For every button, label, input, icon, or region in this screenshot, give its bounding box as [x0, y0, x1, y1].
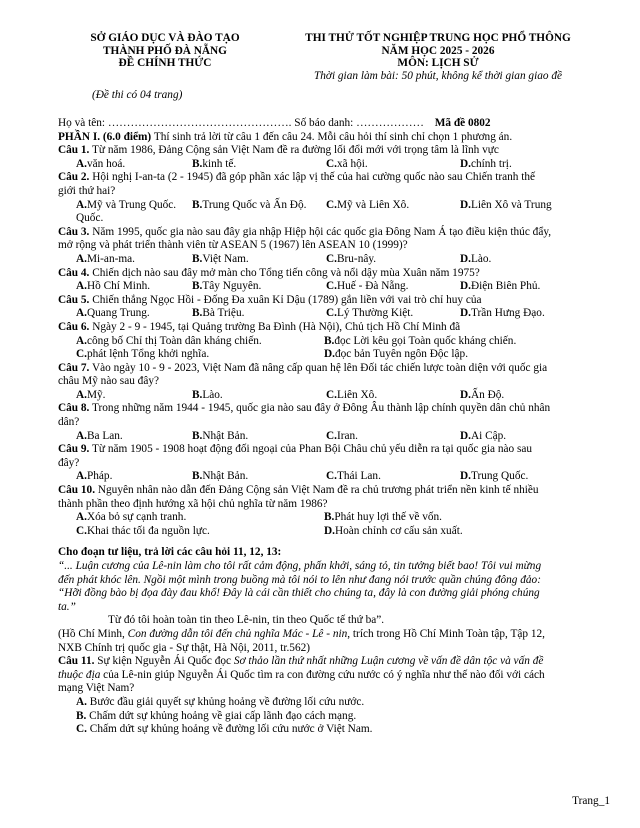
- exam-title: THI THỬ TỐT NGHIỆP TRUNG HỌC PHỔ THÔNG: [305, 32, 571, 44]
- answer-option[interactable]: [58, 470, 192, 484]
- option-letter: A.: [76, 157, 87, 170]
- option-text: Mỹ và Trung Quốc.: [86, 198, 177, 211]
- option-letter: D.: [460, 198, 471, 211]
- option-text: đọc bản Tuyên ngôn Độc lập.: [334, 348, 469, 361]
- option-letter: B.: [192, 429, 203, 442]
- passage-source: [58, 628, 604, 642]
- option-text: phát lệnh Tổng khởi nghĩa.: [86, 348, 210, 361]
- pages-note: (Đề thi có 04 trang): [92, 89, 183, 101]
- option-text: Mỹ và Liên Xô.: [336, 198, 410, 211]
- question-stem: [58, 144, 604, 158]
- option-letter: B.: [192, 388, 203, 401]
- option-letter: C.: [76, 723, 87, 736]
- option-letter: C.: [326, 157, 337, 170]
- answer-option[interactable]: [460, 389, 594, 403]
- option-text: Phát huy lợi thế về vốn.: [334, 511, 442, 524]
- options-row: [58, 280, 604, 294]
- question-stem-cont: đây?: [58, 456, 80, 469]
- option-text: xã hội.: [336, 157, 368, 170]
- option-letter: D.: [460, 429, 471, 442]
- answer-option[interactable]: [460, 199, 594, 213]
- passage-quote-line: ta.”: [58, 600, 76, 613]
- option-text: Trần Hưng Đạo.: [470, 307, 545, 320]
- part1-label: PHẦN I. (6.0 điểm): [58, 130, 152, 143]
- page-footer: Trang_1: [572, 795, 610, 807]
- answer-option[interactable]: [192, 430, 326, 444]
- answer-option[interactable]: [58, 335, 324, 349]
- option-text: Bà Triệu.: [202, 307, 245, 320]
- question-stem: [58, 362, 604, 376]
- passage-quote-line: “... Luận cương của Lê-nin làm cho tôi rất cảm động, phấn khởi, sáng tỏ, tin tưởng biết bao! Tôi vui mừng: [58, 560, 542, 572]
- question-label: Câu 4.: [58, 266, 90, 279]
- part1-text: Thí sinh trả lời từ câu 1 đến câu 24. Mỗi câu hỏi thí sinh chỉ chọn 1 phương án.: [151, 130, 513, 143]
- question-stem: [58, 402, 604, 416]
- answer-option[interactable]: [460, 470, 594, 484]
- option-letter: D.: [460, 280, 471, 293]
- answer-option[interactable]: [58, 389, 192, 403]
- question-label: Câu 5.: [58, 293, 90, 306]
- question-label: Câu 8.: [58, 402, 90, 415]
- option-text: Bước đầu giải quyết sự khủng hoảng về đường lối cứu nước.: [86, 695, 365, 708]
- option-text: Huế - Đà Nẵng.: [336, 280, 409, 293]
- option-letter: C.: [326, 307, 337, 320]
- option-letter: B.: [192, 252, 203, 265]
- answer-option[interactable]: [192, 199, 326, 213]
- question-stem: [58, 443, 604, 457]
- option-letter: C.: [326, 388, 337, 401]
- question-stem: [58, 294, 604, 308]
- answer-option[interactable]: [324, 525, 590, 539]
- answer-option[interactable]: [460, 280, 594, 294]
- option-text: Trung Quốc và Ấn Độ.: [202, 198, 307, 211]
- option-letter: C.: [326, 429, 337, 442]
- question-stem: [58, 321, 604, 335]
- answer-option[interactable]: [58, 525, 324, 539]
- answer-option[interactable]: [326, 280, 460, 294]
- option-letter: C.: [326, 280, 337, 293]
- q11-italic1: Sơ thảo lần thứ nhất những Luận cương về vấn đề dân tộc và vấn đề: [233, 655, 544, 668]
- option-text: Nhật Bản.: [202, 470, 249, 483]
- part1-instruction: [58, 131, 604, 145]
- exam-body: [58, 117, 604, 737]
- option-text: Hồ Chí Minh.: [86, 280, 151, 293]
- passage-source-2: NXB Chính trị quốc gia - Sự thật, Hà Nội, 2011, tr.562): [58, 641, 311, 654]
- answer-option[interactable]: [326, 470, 460, 484]
- question-label: Câu 10.: [58, 484, 96, 497]
- option-text: Khai thác tối đa nguồn lực.: [86, 524, 210, 537]
- question-text: Ngày 2 - 9 - 1945, tại Quảng trường Ba Đình (Hà Nội), Chủ tịch Hồ Chí Minh đã: [89, 320, 461, 333]
- option-letter: B.: [76, 709, 87, 722]
- question-stem: [58, 484, 604, 498]
- option-letter: B.: [192, 307, 203, 320]
- time-note: Thời gian làm bài: 50 phút, không kể thời gian giao đề: [313, 69, 563, 82]
- answer-option[interactable]: [460, 253, 594, 267]
- option-text: Nhật Bản.: [202, 429, 249, 442]
- question-stem-cont: dân?: [58, 416, 80, 429]
- candidate-name: Họ và tên: ………………………………………….: [58, 117, 292, 129]
- option-letter: B.: [192, 198, 203, 211]
- exam-code: Mã đề 0802: [434, 117, 491, 129]
- option-text: Hoàn chỉnh cơ cấu sản xuất.: [334, 524, 463, 537]
- option-text: Tây Nguyên.: [202, 280, 262, 293]
- options-row: [58, 430, 604, 444]
- options-row: [58, 525, 604, 539]
- question-text: Từ năm 1986, Đảng Cộng sản Việt Nam đề ra đường lối đổi mới với trọng tâm là lĩnh vực: [89, 144, 499, 157]
- answer-option[interactable]: [192, 307, 326, 321]
- answer-option[interactable]: [58, 307, 192, 321]
- passage-quote-line: “Hỡi đồng bào bị đọa đày đau khổ! Đây là cái cần thiết cho chúng ta, đây là con đường giải phóng chúng: [58, 587, 540, 600]
- question-text: Chiến dịch nào sau đây mở màn cho Tổng tiến công và nổi dậy mùa Xuân năm 1975?: [89, 266, 480, 279]
- q11-italic2: thuộc địa: [58, 668, 101, 681]
- options-row: [58, 335, 604, 349]
- option-letter: D.: [324, 524, 335, 537]
- candidate-number: Số báo danh: ………………: [294, 117, 424, 129]
- option-letter: A.: [76, 252, 87, 265]
- option-text: Trung Quốc.: [470, 470, 529, 483]
- answer-option[interactable]: [58, 253, 192, 267]
- question-label: Câu 2.: [58, 171, 90, 184]
- option-text: Lý Thường Kiệt.: [336, 307, 414, 320]
- q11-line3: mạng Việt Nam?: [58, 682, 135, 695]
- answer-option[interactable]: [324, 348, 590, 362]
- option-letter: A.: [76, 695, 87, 708]
- q11-line1: [58, 655, 604, 669]
- option-text: công bố Chỉ thị Toàn dân kháng chiến.: [86, 334, 262, 347]
- option-letter: B.: [324, 334, 335, 347]
- answer-option[interactable]: [58, 199, 192, 213]
- answer-option[interactable]: [192, 470, 326, 484]
- option-text: Iran.: [336, 429, 358, 442]
- option-text: đọc Lời kêu gọi Toàn quốc kháng chiến.: [334, 334, 517, 347]
- subject: MÔN: LỊCH SỬ: [397, 57, 479, 69]
- question-text: Chiến thắng Ngọc Hồi - Đống Đa xuân Kỉ Dậu (1789) gắn liền với vai trò chỉ huy của: [89, 293, 482, 306]
- option-letter: A.: [76, 280, 87, 293]
- question-stem: [58, 171, 604, 185]
- option-text: Lào.: [470, 252, 492, 265]
- questions-list: [58, 144, 604, 538]
- question-stem-cont: giới thứ hai?: [58, 184, 116, 197]
- question-stem-cont: châu Mỹ nào sau đây?: [58, 375, 160, 388]
- department-name: SỞ GIÁO DỤC VÀ ĐÀO TẠO: [90, 32, 240, 44]
- answer-option[interactable]: [58, 723, 604, 737]
- option-letter: C.: [326, 252, 337, 265]
- answer-option[interactable]: [326, 253, 460, 267]
- answer-option[interactable]: [326, 158, 460, 172]
- option-letter: C.: [326, 470, 337, 483]
- question-text: Vào ngày 10 - 9 - 2023, Việt Nam đã nâng cấp quan hệ lên Đối tác chiến lược toàn diện với quốc gia: [89, 361, 548, 374]
- answer-option[interactable]: [58, 280, 192, 294]
- options-row: [58, 470, 604, 484]
- option-text: văn hoá.: [86, 157, 126, 170]
- option-letter: D.: [460, 470, 471, 483]
- answer-option[interactable]: [192, 253, 326, 267]
- option-letter: A.: [76, 388, 87, 401]
- answer-option[interactable]: [192, 389, 326, 403]
- option-text: Bru-nây.: [336, 252, 377, 265]
- options-row: [58, 348, 604, 362]
- option-letter: A.: [76, 334, 87, 347]
- option-text: Ba Lan.: [86, 429, 123, 442]
- option-letter: B.: [324, 511, 335, 524]
- option-letter: A.: [76, 511, 87, 524]
- answer-option[interactable]: [58, 430, 192, 444]
- option-text: Chấm dứt sự khủng hoảng về giai cấp lãnh đạo cách mạng.: [86, 709, 357, 722]
- options-row: [58, 199, 604, 213]
- option-text: Pháp.: [86, 470, 113, 483]
- school-year: NĂM HỌC 2025 - 2026: [381, 44, 495, 57]
- option-letter: B.: [192, 470, 203, 483]
- question-label: Câu 6.: [58, 320, 90, 333]
- question-text: Hội nghị I-an-ta (2 - 1945) đã góp phần xác lập vị thế của hai cường quốc nào sau Chiến tranh thế: [89, 171, 536, 184]
- question-label: Câu 9.: [58, 443, 90, 456]
- q11-post2: của Lê-nin giúp Nguyễn Ái Quốc tìm ra con đường cứu nước có ý nghĩa như thế nào đối với cách: [100, 668, 545, 681]
- question-stem-cont: mở rộng và phát triển thành viên từ ASEAN 5 (1967) lên ASEAN 10 (1999)?: [58, 239, 408, 252]
- options-row: [58, 253, 604, 267]
- question-label: Câu 3.: [58, 225, 90, 238]
- answer-option[interactable]: [324, 335, 590, 349]
- answer-option[interactable]: [58, 348, 324, 362]
- option-text: Ấn Độ.: [470, 388, 505, 401]
- option-letter: A.: [76, 429, 87, 442]
- answer-option[interactable]: [326, 430, 460, 444]
- answer-option[interactable]: [58, 511, 324, 525]
- answer-option[interactable]: [460, 307, 594, 321]
- answer-option[interactable]: [58, 696, 604, 710]
- passage-quote-line: đến phát khóc lên. Ngồi một mình trong buồng mà tôi nói to lên như đang nói trước quần chúng đông đảo:: [58, 573, 541, 586]
- options-row: [58, 307, 604, 321]
- question-label: Câu 7.: [58, 361, 90, 374]
- option-letter: C.: [76, 348, 87, 361]
- option-letter: C.: [326, 198, 337, 211]
- option-text: kinh tế.: [202, 157, 237, 170]
- option-letter: D.: [460, 157, 471, 170]
- option-text: Việt Nam.: [202, 252, 249, 265]
- option-text: Xóa bỏ sự cạnh tranh.: [86, 511, 187, 524]
- option-text: Ai Cập.: [470, 429, 507, 442]
- header-left: [80, 32, 250, 70]
- answer-option[interactable]: [460, 158, 594, 172]
- option-letter: B.: [192, 280, 203, 293]
- q11-label: Câu 11.: [58, 655, 95, 668]
- question-label: Câu 1.: [58, 144, 90, 157]
- question-stem: [58, 267, 604, 281]
- answer-option[interactable]: [326, 307, 460, 321]
- candidate-line: [58, 117, 604, 131]
- question-text: Nguyên nhân nào dẫn đến Đảng Cộng sản Việt Nam đề ra chủ trương phát triển nền kinh tế nhiều: [95, 484, 539, 497]
- option-text: Thái Lan.: [336, 470, 381, 483]
- answer-option[interactable]: [324, 511, 590, 525]
- option-letter: D.: [460, 307, 471, 320]
- question-stem-cont: thành phần theo định hướng xã hội chủ nghĩa từ năm 1986?: [58, 497, 328, 510]
- option-letter: D.: [460, 252, 471, 265]
- header-right: [288, 32, 588, 82]
- answer-option[interactable]: [460, 430, 594, 444]
- option-letter: A.: [76, 470, 87, 483]
- official-label: ĐỀ CHÍNH THỨC: [118, 57, 212, 69]
- city-name: THÀNH PHỐ ĐÀ NẴNG: [103, 44, 227, 57]
- options-row: [58, 511, 604, 525]
- option-letter: A.: [76, 307, 87, 320]
- q11-line2: [58, 669, 604, 683]
- options-row: [58, 158, 604, 172]
- answer-option[interactable]: [326, 199, 460, 213]
- option-text: chính trị.: [470, 157, 512, 170]
- option-letter: C.: [76, 524, 87, 537]
- option-text: Liên Xô.: [336, 388, 378, 401]
- question-stem: [58, 226, 604, 240]
- question-text: Năm 1995, quốc gia nào sau đây gia nhập Hiệp hội các quốc gia Đông Nam Á tạo điều kiện thúc đẩy,: [89, 225, 552, 238]
- q11-pre: Sự kiện Nguyễn Ái Quốc đọc: [94, 655, 234, 668]
- passage-heading: Cho đoạn tư liệu, trả lời các câu hỏi 11, 12, 13:: [58, 546, 282, 559]
- options-row: [58, 389, 604, 403]
- question-text: Từ năm 1905 - 1908 hoạt động đối ngoại của Phan Bội Châu chủ yếu diễn ra tại quốc gia nào sau: [89, 443, 533, 456]
- option-letter: B.: [192, 157, 203, 170]
- passage-after: Từ đó tôi hoàn toàn tin theo Lê-nin, tin theo Quốc tế thứ ba”.: [108, 614, 385, 627]
- option-text: Chấm dứt sự khủng hoảng về đường lối cứu nước ở Việt Nam.: [86, 723, 373, 736]
- option-letter: D.: [460, 388, 471, 401]
- source-post: , trích trong Hồ Chí Minh Toàn tập, Tập 12,: [347, 627, 545, 640]
- question-text: Trong những năm 1944 - 1945, quốc gia nào sau đây ở Đông Âu thành lập chính quyền dân chủ nhân: [89, 402, 551, 415]
- source-title: Con đường dẫn tôi đến chủ nghĩa Mác - Lê - nin: [127, 627, 348, 640]
- option-wrap: Quốc.: [76, 212, 104, 225]
- answer-option[interactable]: [58, 710, 604, 724]
- answer-option[interactable]: [192, 158, 326, 172]
- option-letter: D.: [324, 348, 335, 361]
- option-letter: A.: [76, 198, 87, 211]
- option-text: Liên Xô và Trung: [470, 198, 552, 211]
- option-text: Mỹ.: [86, 388, 106, 401]
- option-text: Quang Trung.: [86, 307, 150, 320]
- q11-options: [58, 696, 604, 737]
- answer-option[interactable]: [326, 389, 460, 403]
- answer-option[interactable]: [58, 158, 192, 172]
- option-text: Lào.: [202, 388, 223, 401]
- option-text: Mi-an-ma.: [86, 252, 135, 265]
- answer-option[interactable]: [192, 280, 326, 294]
- source-pre: (Hồ Chí Minh,: [58, 627, 128, 640]
- option-text: Điện Biên Phủ.: [470, 280, 541, 293]
